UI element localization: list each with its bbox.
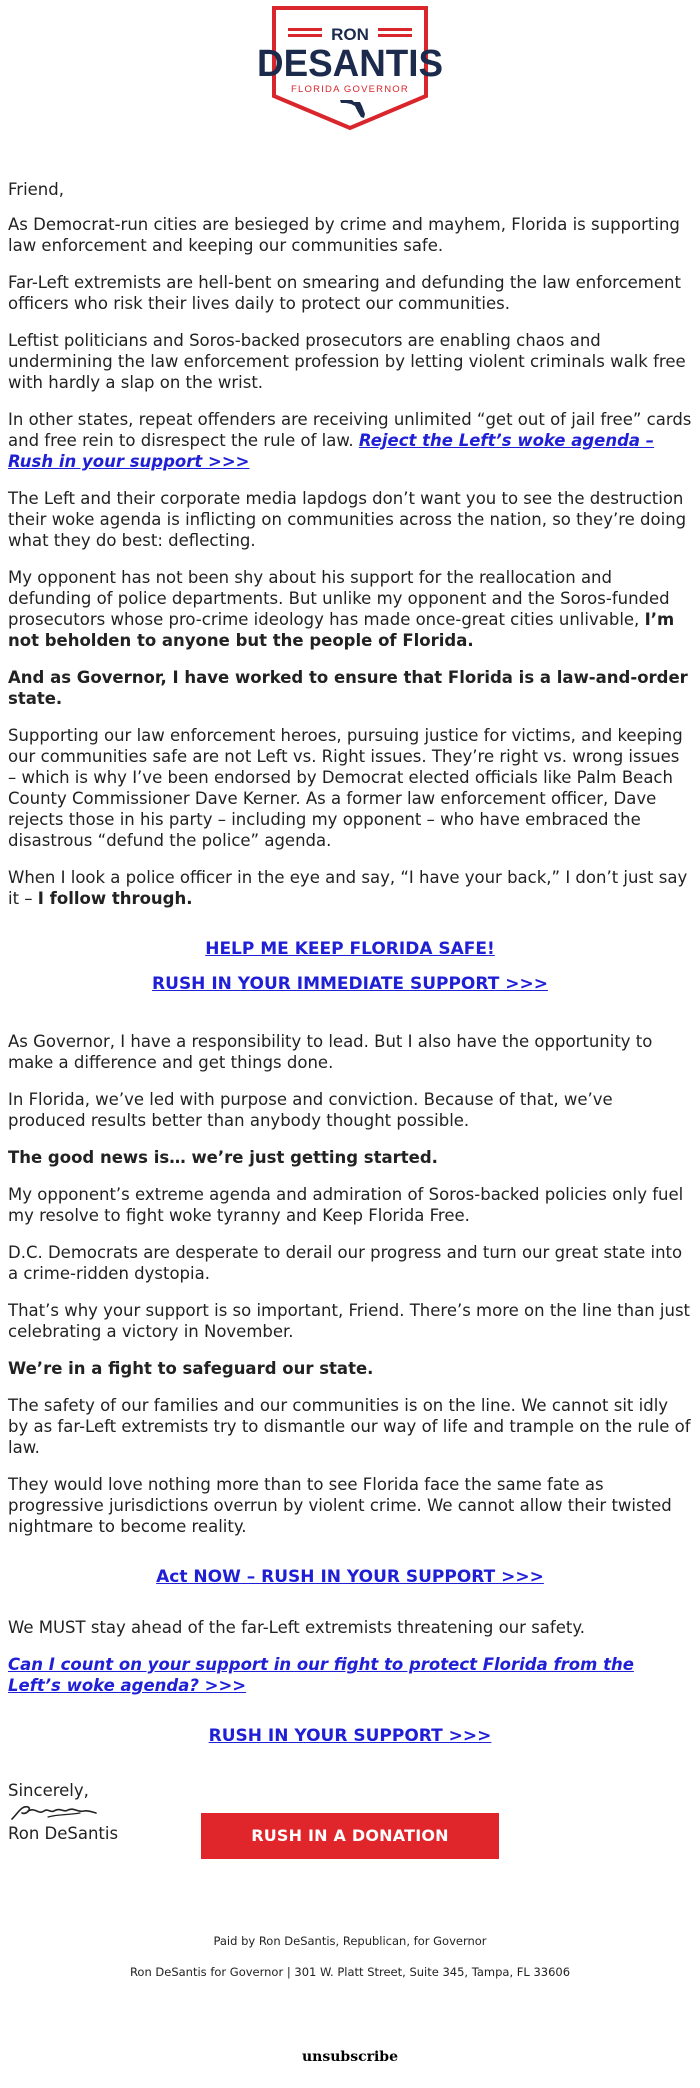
paragraph: In Florida, we’ve led with purpose and conviction. Because of that, we’ve produced results better than anybody thought possible. xyxy=(8,1090,613,1130)
paragraph: As Governor, I have a responsibility to lead. But I also have the opportunity to make a difference and get things done. xyxy=(8,1032,653,1072)
paragraph: Supporting our law enforcement heroes, pursuing justice for victims, and keeping our communities safe are not Left vs. Right issues. They’re right vs. wrong issues – which is why I’ve been endorsed by Democrat elected officials like Palm Beach County Commissioner Dave Kerner. As a former law enforcement officer, Dave rejects those in his party – including my opponent – who have embraced the disastrous “defund the police” agenda. xyxy=(8,726,683,850)
reject-woke-agenda-link[interactable]: Reject the Left’s woke agenda – Rush in your support >>> xyxy=(8,431,655,471)
signoff: Sincerely, xyxy=(8,1781,89,1800)
logo-desantis: DESANTIS xyxy=(257,43,443,85)
paragraph xyxy=(8,867,692,909)
paragraph: D.C. Democrats are desperate to derail our progress and turn our great state into a crime-ridden dystopia. xyxy=(8,1243,683,1283)
bold-paragraph: We’re in a fight to safeguard our state. xyxy=(8,1359,374,1378)
footer-address: Ron DeSantis for Governor | 301 W. Platt Street, Suite 345, Tampa, FL 33606 xyxy=(129,1965,571,1979)
greeting: Friend, xyxy=(8,180,64,199)
paragraph-text: In other states, repeat offenders are receiving unlimited “get out of jail free” cards and free rein to disrespect the rule of law. xyxy=(8,410,692,450)
paragraph: That’s why your support is so important, Friend. There’s more on the line than just celebrating a victory in November. xyxy=(8,1301,691,1341)
logo-stripe xyxy=(288,34,322,37)
footer-paid-by: Paid by Ron DeSantis, Republican, for Governor xyxy=(213,1934,487,1948)
email-body xyxy=(8,179,692,1844)
cta-line xyxy=(8,939,692,959)
donate-button-wrap xyxy=(0,1813,700,1859)
paragraph: The Left and their corporate media lapdogs don’t want you to see the destruction their woke agenda is inflicting on communities across the nation, so they’re doing what they do best: deflecting. xyxy=(8,489,687,550)
bold-paragraph: And as Governor, I have worked to ensure that Florida is a law-and-order state. xyxy=(8,668,688,708)
help-keep-florida-safe-link[interactable]: HELP ME KEEP FLORIDA SAFE! xyxy=(205,939,495,959)
florida-state-icon xyxy=(340,100,365,118)
cta-line xyxy=(8,1567,692,1587)
logo-stripe xyxy=(288,28,322,31)
bold-text: I’m not beholden to anyone but the people of Florida. xyxy=(8,610,675,650)
campaign-logo xyxy=(248,4,452,132)
rush-support-link[interactable]: RUSH IN YOUR SUPPORT >>> xyxy=(208,1726,492,1746)
paragraph: Leftist politicians and Soros-backed prosecutors are enabling chaos and undermining the law enforcement profession by letting violent criminals walk free with hardly a slap on the wrist. xyxy=(8,331,686,392)
cta-line xyxy=(8,1726,692,1746)
paragraph xyxy=(8,409,692,472)
act-now-support-link[interactable]: Act NOW – RUSH IN YOUR SUPPORT >>> xyxy=(156,1567,544,1587)
unsubscribe-link[interactable]: unsubscribe xyxy=(301,2049,398,2065)
paragraph: The safety of our families and our communities is on the line. We cannot sit idly by as far-Left extremists try to dismantle our way of life and trample on the rule of law. xyxy=(8,1396,691,1457)
paragraph: Far-Left extremists are hell-bent on smearing and defunding the law enforcement officers who risk their lives daily to protect our communities. xyxy=(8,273,681,313)
paragraph: As Democrat-run cities are besieged by crime and mayhem, Florida is supporting law enforcement and keeping our communities safe. xyxy=(8,215,680,255)
logo-ron: RON xyxy=(331,25,369,44)
paragraph: We MUST stay ahead of the far-Left extremists threatening our safety. xyxy=(8,1618,586,1637)
logo-stripe xyxy=(378,28,412,31)
paragraph: They would love nothing more than to see Florida face the same fate as progressive jurisdictions overrun by violent crime. We cannot allow their twisted nightmare to become reality. xyxy=(8,1475,672,1536)
paragraph-text: My opponent has not been shy about his support for the reallocation and defunding of police departments. But unlike my opponent and the Soros-funded prosecutors whose pro-crime ideology has made once-great cities unlivable, xyxy=(8,568,670,629)
paragraph-text: When I look a police officer in the eye and say, “I have your back,” I don’t just say it – xyxy=(8,868,688,908)
paragraph xyxy=(8,1654,692,1696)
rush-donation-button[interactable]: RUSH IN A DONATION xyxy=(201,1813,499,1859)
paragraph xyxy=(8,567,692,651)
logo-subtitle: FLORIDA GOVERNOR xyxy=(291,84,409,95)
bold-paragraph: The good news is… we’re just getting started. xyxy=(8,1148,438,1167)
count-on-support-link[interactable]: Can I count on your support in our fight to protect Florida from the Left’s woke agenda? >>> xyxy=(8,1655,634,1695)
signer-name: Ron DeSantis xyxy=(8,1824,119,1843)
bold-text: I follow through. xyxy=(37,889,193,908)
paragraph: My opponent’s extreme agenda and admiration of Soros-backed policies only fuel my resolve to fight woke tyranny and Keep Florida Free. xyxy=(8,1185,684,1225)
cta-line xyxy=(8,974,692,994)
rush-immediate-support-link[interactable]: RUSH IN YOUR IMMEDIATE SUPPORT >>> xyxy=(152,974,548,994)
logo-stripe xyxy=(378,34,412,37)
